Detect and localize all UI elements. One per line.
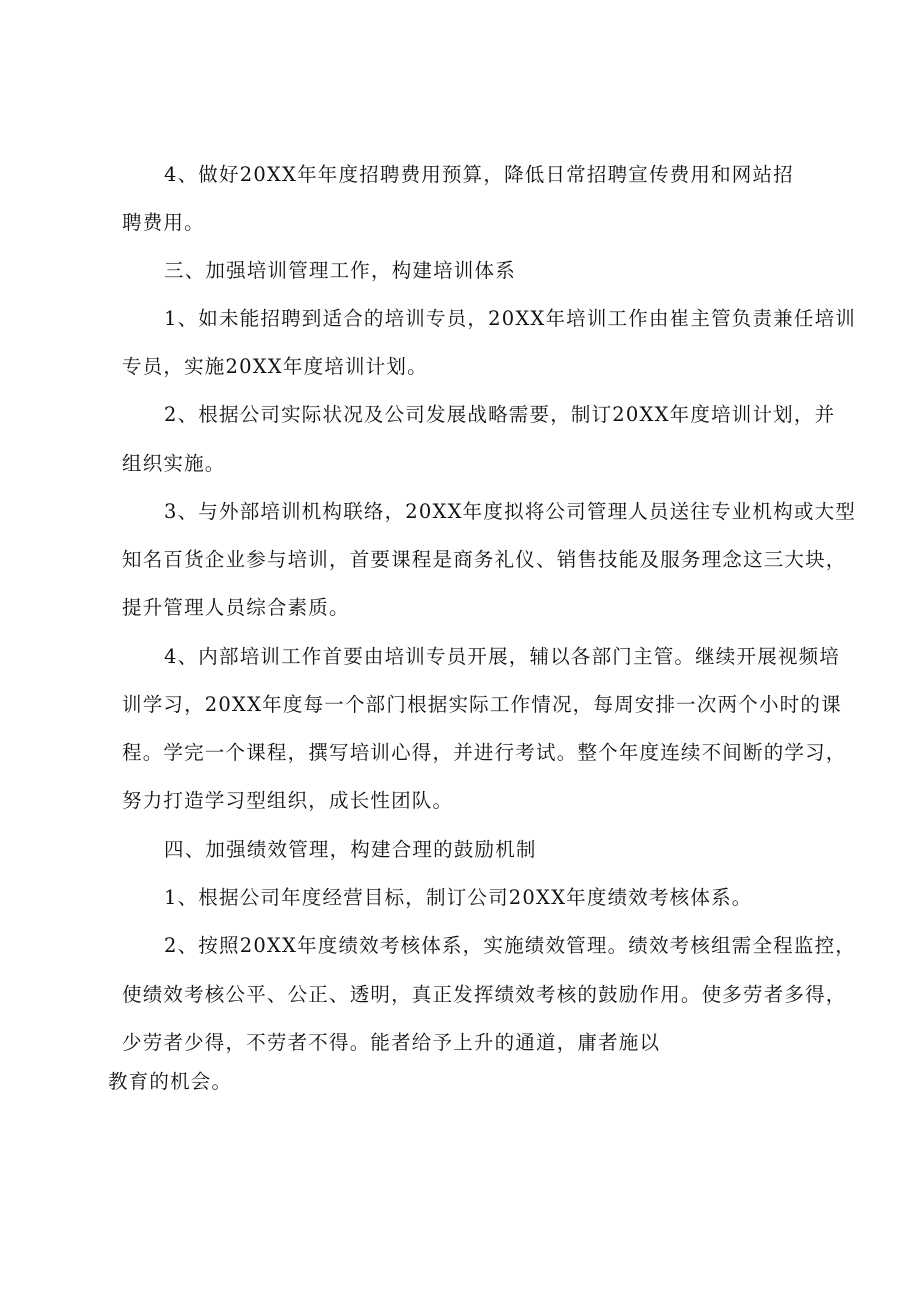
paragraph-performance-2-line-3: 少劳者少得，不劳者不得。能者给予上升的通道，庸者施以 <box>122 1031 661 1054</box>
paragraph-recruitment-budget-line-1: 4、做好20XX年年度招聘费用预算，降低日常招聘宣传费用和网站招 <box>164 163 794 186</box>
paragraph-training-3-line-1: 3、与外部培训机构联络，20XX年度拟将公司管理人员送往专业机构或大型 <box>164 500 856 523</box>
paragraph-training-2-line-1: 2、根据公司实际状况及公司发展战略需要，制订20XX年度培训计划，并 <box>164 403 836 426</box>
paragraph-training-3-line-2: 知名百货企业参与培训，首要课程是商务礼仪、销售技能及服务理念这三大块， <box>122 548 847 571</box>
paragraph-training-4-line-4: 努力打造学习型组织，成长性团队。 <box>122 789 454 812</box>
section-heading-training: 三、加强培训管理工作，构建培训体系 <box>164 259 516 282</box>
paragraph-performance-2-line-2: 使绩效考核公平、公正、透明，真正发挥绩效考核的鼓励作用。使多劳者多得， <box>122 983 847 1006</box>
paragraph-training-1-line-1: 1、如未能招聘到适合的培训专员，20XX年培训工作由崔主管负责兼任培训 <box>164 307 856 330</box>
paragraph-training-4-line-3: 程。学完一个课程，撰写培训心得，并进行考试。整个年度连续不间断的学习， <box>122 741 847 764</box>
paragraph-training-4-line-1: 4、内部培训工作首要由培训专员开展，辅以各部门主管。继续开展视频培 <box>164 645 841 668</box>
paragraph-training-3-line-3: 提升管理人员综合素质。 <box>122 596 350 619</box>
paragraph-training-4-line-2: 训学习，20XX年度每一个部门根据实际工作情况，每周安排一次两个小时的课 <box>122 693 842 716</box>
paragraph-recruitment-budget-line-2: 聘费用。 <box>122 211 205 234</box>
section-heading-performance: 四、加强绩效管理，构建合理的鼓励机制 <box>164 838 537 861</box>
paragraph-performance-2-line-1: 2、按照20XX年度绩效考核体系，实施绩效管理。绩效考核组需全程监控， <box>164 934 856 957</box>
paragraph-performance-1: 1、根据公司年度经营目标，制订公司20XX年度绩效考核体系。 <box>164 886 753 909</box>
paragraph-performance-2-line-4: 教育的机会。 <box>108 1070 233 1093</box>
paragraph-training-1-line-2: 专员，实施20XX年度培训计划。 <box>122 355 428 378</box>
paragraph-training-2-line-2: 组织实施。 <box>122 452 226 475</box>
